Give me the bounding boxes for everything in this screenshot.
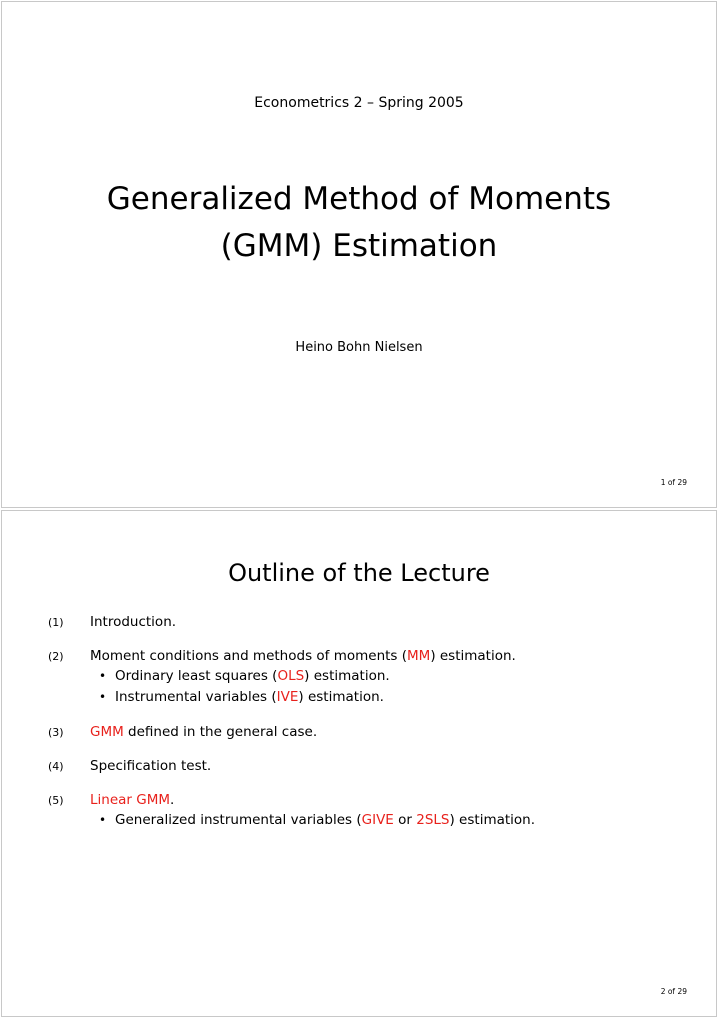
author-name: Heino Bohn Nielsen [295,340,423,355]
sub-item-text-after: ) estimation. [304,668,390,684]
item-text-after: ) estimation. [430,648,516,664]
sub-item-highlight: OLS [277,668,305,684]
sub-item-text-mid: or [393,812,417,828]
item-number: (4) [48,760,64,773]
page-number: 1 of 29 [660,478,687,487]
outline-list [48,612,696,845]
title-line-2: (GMM) Estimation [220,228,498,264]
outline-item-5 [48,790,696,831]
item-number: (1) [48,616,64,629]
item-highlight: GMM [90,724,124,740]
item-text: Introduction. [90,614,177,630]
outline-item-3 [48,722,696,742]
outline-title: Outline of the Lecture [228,559,490,587]
sub-item-text-after: ) estimation. [449,812,536,828]
sub-item-ive [90,687,696,708]
item-text: Specification test. [90,758,212,774]
sub-item-give [90,810,696,831]
bullet-icon: • [99,669,107,683]
sub-item-highlight-2: 2SLS [416,812,450,828]
slide-2 [1,510,717,1017]
item-text-after: defined in the general case. [123,724,318,740]
sub-item-text: Instrumental variables ( [115,689,277,705]
title-line-1: Generalized Method of Moments [106,181,612,217]
bullet-icon: • [99,690,107,704]
sub-item-text: Ordinary least squares ( [115,668,278,684]
item-text: Moment conditions and methods of moments ( [90,648,408,664]
slide-1 [1,1,717,508]
outline-item-2 [48,646,696,708]
item-number: (5) [48,794,64,807]
sub-item-text: Generalized instrumental variables ( [115,812,362,828]
item-text-after: . [170,792,175,808]
item-highlight: MM [407,648,431,664]
sub-item-text-after: ) estimation. [298,689,384,705]
item-number: (3) [48,726,64,739]
course-name: Econometrics 2 – Spring 2005 [254,95,464,111]
item-highlight: Linear GMM [90,792,171,808]
slide-title [2,176,716,270]
outline-item-4 [48,756,696,776]
sub-item-highlight: IVE [276,689,299,705]
bullet-icon: • [99,813,107,827]
sub-item-highlight: GIVE [361,812,394,828]
sub-item-ols [90,666,696,687]
item-number: (2) [48,650,64,663]
page-number: 2 of 29 [660,987,687,996]
outline-item-1 [48,612,696,632]
